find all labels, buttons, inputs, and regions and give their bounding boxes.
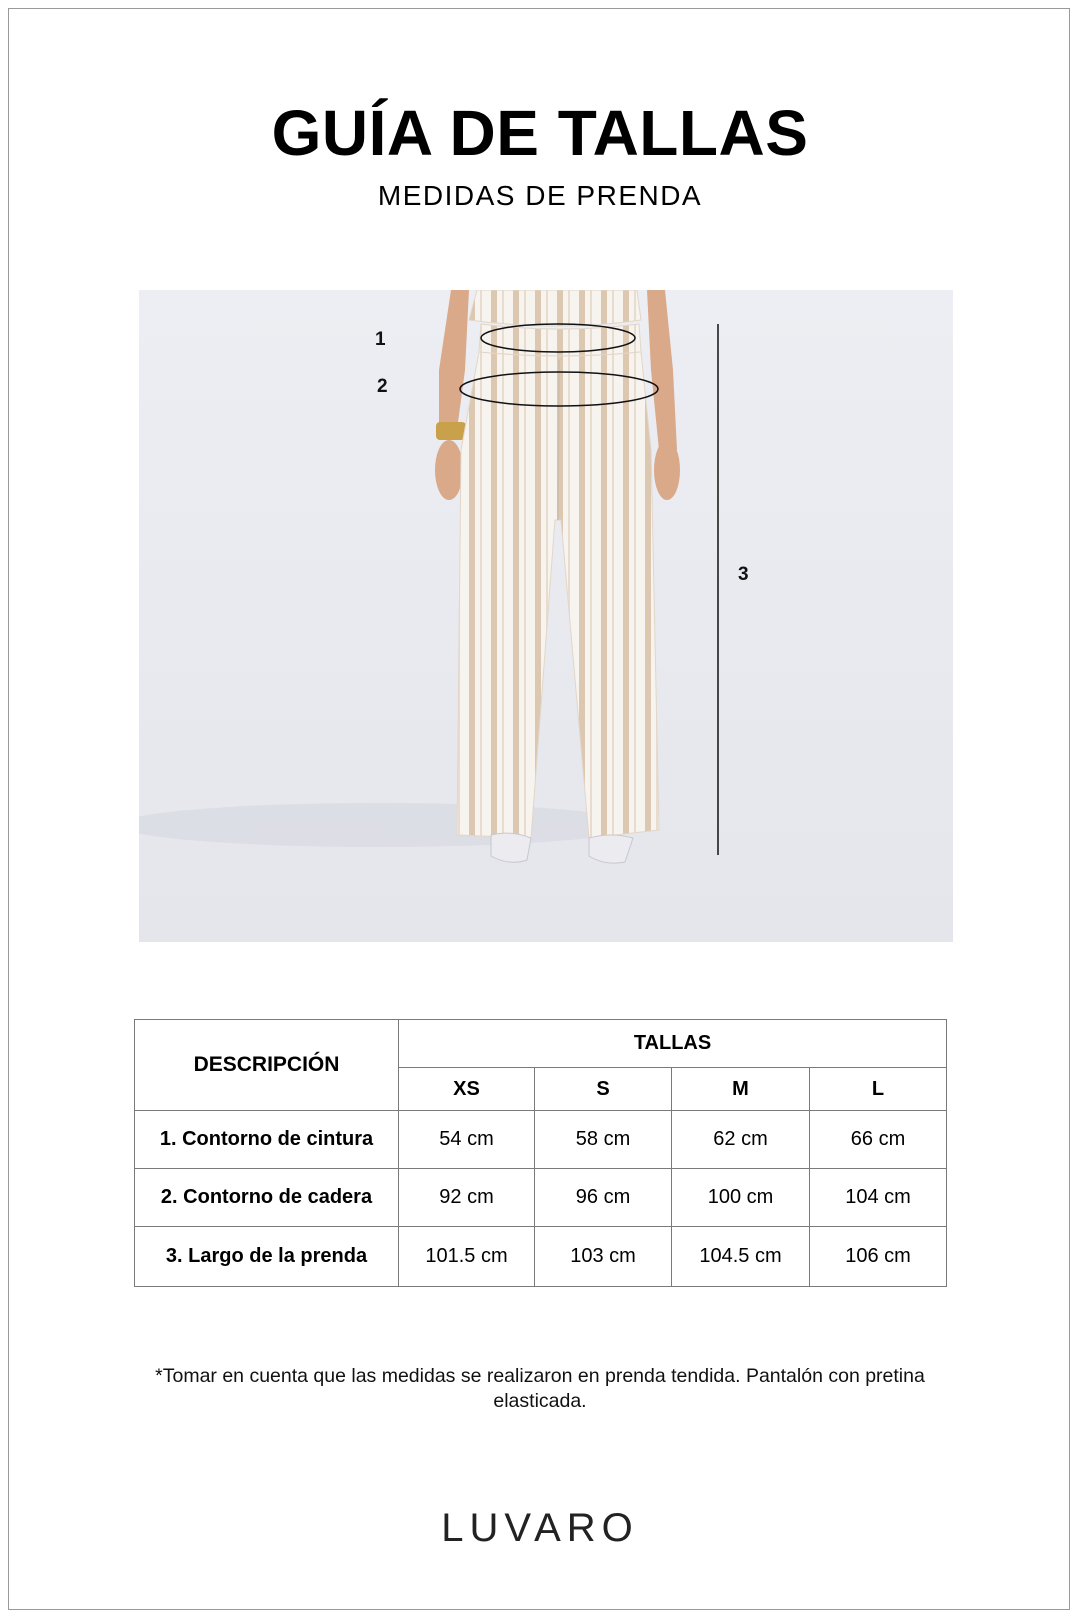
product-photo — [139, 290, 953, 942]
brand-logo: LUVARO — [441, 1506, 639, 1550]
size-table — [134, 1019, 947, 1287]
sizes-header: TALLAS — [399, 1020, 947, 1068]
table-cell: 54 cm — [399, 1111, 535, 1169]
table-cell: 104.5 cm — [672, 1227, 810, 1287]
page-subtitle: MEDIDAS DE PRENDA — [377, 180, 703, 211]
size-l: L — [810, 1068, 947, 1111]
table-cell: 66 cm — [810, 1111, 947, 1169]
table-cell: 101.5 cm — [399, 1227, 535, 1287]
table-cell: 104 cm — [810, 1169, 947, 1227]
size-m: M — [672, 1068, 810, 1111]
page-title: GUÍA DE TALLAS — [271, 97, 809, 169]
table-cell: 58 cm — [535, 1111, 672, 1169]
table-cell: 62 cm — [672, 1111, 810, 1169]
pants-illustration — [139, 290, 953, 942]
size-s: S — [535, 1068, 672, 1111]
table-cell: 106 cm — [810, 1227, 947, 1287]
footnote: *Tomar en cuenta que las medidas se realizaron en prenda tendida. Pantalón con pretina elasticada. — [155, 1365, 925, 1412]
row-label: 3. Largo de la prenda — [135, 1227, 399, 1287]
table-row — [135, 1227, 947, 1287]
description-header: DESCRIPCIÓN — [135, 1020, 399, 1111]
marker-2: 2 — [377, 376, 388, 397]
table-row — [135, 1169, 947, 1227]
row-label: 2. Contorno de cadera — [135, 1169, 399, 1227]
row-label: 1. Contorno de cintura — [135, 1111, 399, 1169]
table-cell: 96 cm — [535, 1169, 672, 1227]
size-xs: XS — [399, 1068, 535, 1111]
table-header-row — [135, 1020, 947, 1068]
table-cell: 100 cm — [672, 1169, 810, 1227]
table-row — [135, 1111, 947, 1169]
marker-3: 3 — [738, 564, 749, 585]
table-cell: 92 cm — [399, 1169, 535, 1227]
table-cell: 103 cm — [535, 1227, 672, 1287]
marker-1: 1 — [375, 329, 386, 350]
